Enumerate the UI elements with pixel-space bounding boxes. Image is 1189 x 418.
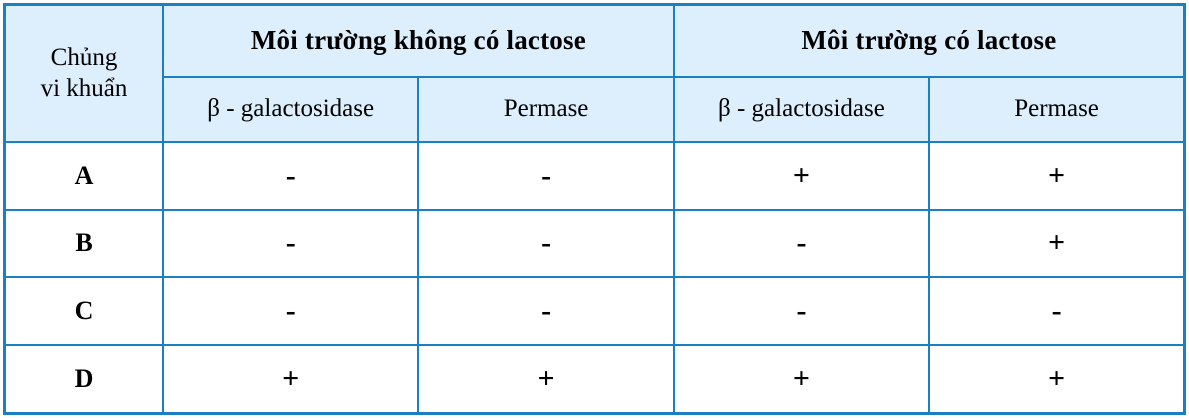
cell-value: + [674,345,929,414]
cell-value: - [674,210,929,278]
header-group-with-lactose: Môi trường có lactose [674,5,1185,77]
cell-value: + [163,345,418,414]
header-strain-line2: vi khuẩn [40,75,128,103]
header-group-no-lactose: Môi trường không có lactose [163,5,674,77]
table-row [5,345,1185,414]
bacteria-enzyme-table [3,3,1186,415]
row-strain-label: B [5,210,164,278]
header-strain-column [5,5,164,142]
cell-value: - [929,277,1184,345]
header-sub-galactosidase-2: β - galactosidase [674,77,929,142]
table-row [5,277,1185,345]
cell-value: - [418,142,673,210]
table-header-row-groups [5,5,1185,77]
cell-value: + [929,345,1184,414]
cell-value: - [418,210,673,278]
cell-value: + [929,210,1184,278]
table-row [5,210,1185,278]
header-sub-permase-2: Permase [929,77,1184,142]
cell-value: - [163,277,418,345]
header-sub-galactosidase-1: β - galactosidase [163,77,418,142]
header-strain-line1: Chủng [50,44,118,72]
cell-value: + [674,142,929,210]
header-sub-permase-1: Permase [418,77,673,142]
table-header-row-sub [5,77,1185,142]
cell-value: + [929,142,1184,210]
row-strain-label: A [5,142,164,210]
row-strain-label: C [5,277,164,345]
table-row [5,142,1185,210]
cell-value: - [674,277,929,345]
row-strain-label: D [5,345,164,414]
cell-value: - [418,277,673,345]
cell-value: + [418,345,673,414]
cell-value: - [163,210,418,278]
cell-value: - [163,142,418,210]
